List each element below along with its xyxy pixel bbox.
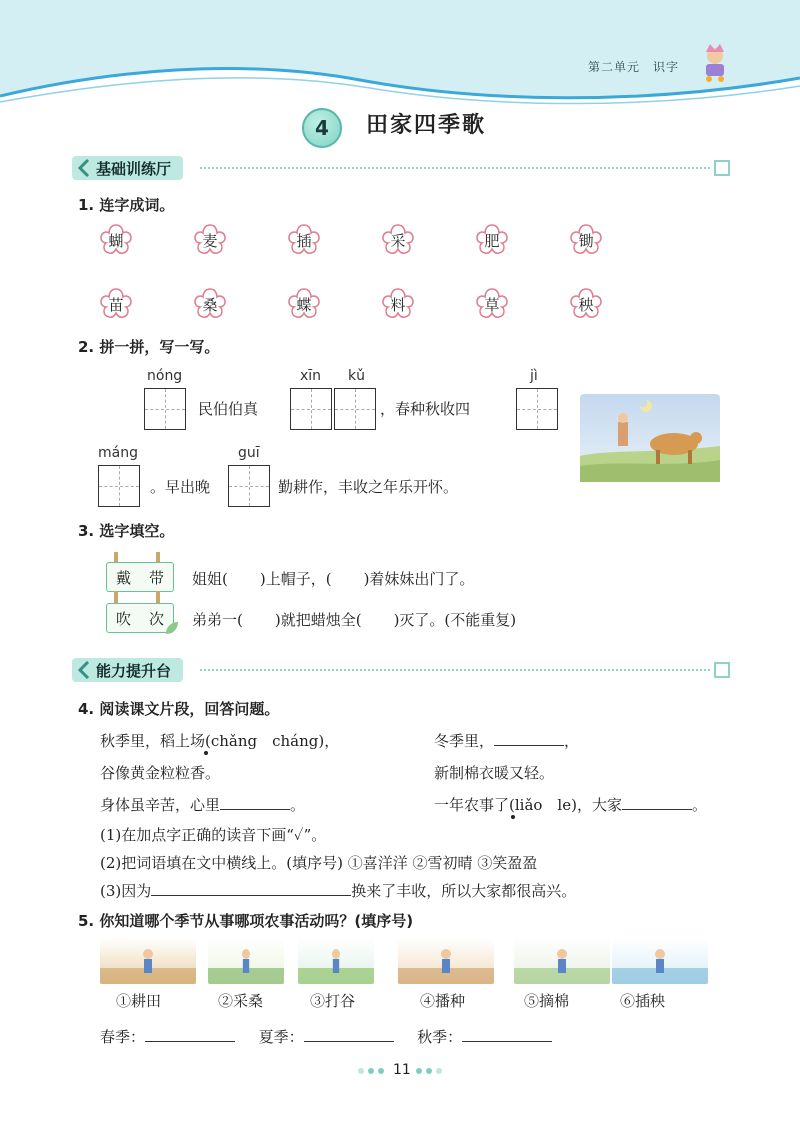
answer-blank[interactable]	[462, 1027, 552, 1042]
sub-question: (1)在加点字正确的读音下画“✓”。	[100, 826, 327, 844]
leaf-icon	[164, 620, 180, 636]
sentence-text: 勤耕作，丰收之年乐开怀。	[278, 478, 459, 496]
season-answers	[100, 1026, 552, 1047]
answer-blank[interactable]	[151, 881, 351, 896]
sentence-part: )着妹妹出门了。	[363, 570, 475, 588]
choice-char: 戴	[115, 568, 131, 587]
lesson-title: 田家四季歌	[366, 112, 487, 138]
footer-dot	[426, 1068, 432, 1074]
choice-char: 吹	[115, 609, 131, 628]
choice-char: 次	[148, 609, 164, 628]
writing-grid[interactable]	[228, 465, 270, 507]
character-flower[interactable]	[380, 286, 416, 322]
activity-label: ⑤摘棉	[524, 992, 570, 1010]
sign-post	[156, 591, 160, 603]
sub-question	[100, 880, 576, 901]
activity-label: ②采桑	[218, 992, 264, 1010]
sub-question: (2)把词语填在文中横线上。(填序号) ①喜洋洋 ②雪初晴 ③笑盈盈	[100, 854, 538, 872]
question-3-label: 3. 选字填空。	[78, 522, 175, 540]
section-box	[714, 662, 730, 678]
activity-picture	[208, 938, 284, 984]
character: 苗	[108, 295, 124, 314]
poem-line: 秋季里，稻上场(chǎng cháng)，	[100, 732, 340, 750]
poem-line	[434, 730, 579, 751]
answer-blank[interactable]	[304, 1027, 394, 1042]
section-header-advanced	[72, 658, 728, 682]
choice-char: 带	[148, 568, 164, 587]
character: 秧	[578, 295, 594, 314]
writing-grid[interactable]	[98, 465, 140, 507]
activity-label: ④播种	[420, 992, 466, 1010]
footer-dot	[378, 1068, 384, 1074]
character-flower[interactable]	[98, 286, 134, 322]
activity-label: ③打谷	[310, 992, 356, 1010]
sentence-text: 民伯伯真	[198, 400, 259, 418]
season-label: 夏季：	[258, 1028, 304, 1046]
character: 料	[390, 295, 406, 314]
question-4-label: 4. 阅读课文片段，回答问题。	[78, 700, 280, 718]
sub-text: 换来了丰收，所以大家都很高兴。	[351, 882, 577, 900]
poem-text: 冬季里，	[434, 732, 495, 750]
sign-post	[114, 591, 118, 603]
header-banner	[0, 0, 800, 110]
fill-sentence-1	[192, 568, 474, 589]
character: 肥	[484, 231, 500, 250]
writing-grid[interactable]	[334, 388, 376, 430]
sub-text: (3)因为	[100, 882, 152, 900]
activity-label: ⑥插秧	[620, 992, 666, 1010]
pinyin: nóng	[147, 368, 183, 384]
section-header-basic	[72, 156, 728, 180]
sentence-part: )灭了。(不能重复)	[393, 611, 517, 629]
activity-picture	[100, 938, 196, 984]
divider	[200, 669, 710, 671]
footer-dot	[368, 1068, 374, 1074]
character-flower[interactable]	[286, 286, 322, 322]
character-flower[interactable]	[474, 286, 510, 322]
sign-post	[114, 552, 118, 562]
emphasis-dot	[204, 751, 208, 755]
sentence-part: 弟弟一(	[192, 611, 243, 629]
pinyin: guī	[238, 445, 260, 461]
sentence-part: )上帽子，(	[259, 570, 332, 588]
writing-grid[interactable]	[290, 388, 332, 430]
pinyin: jì	[530, 368, 538, 384]
character-flower[interactable]	[286, 222, 322, 258]
character-flower[interactable]	[474, 222, 510, 258]
poem-text: ，	[564, 732, 580, 750]
question-5-label: 5. 你知道哪个季节从事哪项农事活动吗？(填序号)	[78, 912, 414, 930]
chevron-icon	[78, 661, 92, 679]
emphasis-dot	[511, 815, 515, 819]
activity-picture	[612, 938, 708, 984]
farmer-ox-illustration	[580, 394, 720, 482]
poem-line: 谷像黄金粒粒香。	[100, 764, 221, 782]
pinyin: xīn	[300, 368, 322, 384]
chevron-icon	[78, 159, 92, 177]
pinyin: máng	[98, 445, 138, 461]
answer-blank[interactable]	[145, 1027, 235, 1042]
poem-line	[100, 794, 305, 815]
poem-text: 。	[691, 796, 707, 814]
sentence-text: ，春种秋收四	[380, 400, 471, 418]
character-flower[interactable]	[98, 222, 134, 258]
poem-line	[434, 794, 707, 815]
activity-picture	[298, 938, 374, 984]
sentence-part: 姐姐(	[192, 570, 228, 588]
character-flower[interactable]	[192, 222, 228, 258]
answer-blank[interactable]	[622, 795, 692, 810]
sentence-text: 。早出晚	[150, 478, 211, 496]
activity-picture	[514, 938, 610, 984]
lesson-number: 4	[302, 108, 342, 148]
footer-dot	[416, 1068, 422, 1074]
season-label: 春季：	[100, 1028, 146, 1046]
fill-sentence-2	[192, 609, 516, 630]
character: 麦	[202, 231, 218, 250]
character: 桑	[202, 295, 218, 314]
poem-text: 。	[290, 796, 306, 814]
unit-label: 第二单元 识字	[588, 60, 680, 74]
character-flower[interactable]	[380, 222, 416, 258]
writing-grid[interactable]	[516, 388, 558, 430]
character: 采	[390, 231, 406, 250]
question-2-label: 2. 拼一拼，写一写。	[78, 338, 220, 356]
poem-text: 一年农事了(liǎo le)，大家	[434, 796, 622, 814]
character: 蝴	[108, 231, 124, 250]
character: 蝶	[296, 295, 312, 314]
character: 草	[484, 295, 500, 314]
pinyin: kǔ	[348, 368, 365, 384]
sentence-part: )就把蜡烛全(	[274, 611, 362, 629]
divider	[200, 167, 710, 169]
season-label: 秋季：	[417, 1028, 463, 1046]
poem-line: 新制棉衣暖又轻。	[434, 764, 555, 782]
page-number: 11	[393, 1062, 411, 1078]
activity-label: ①耕田	[116, 992, 162, 1010]
answer-blank[interactable]	[494, 731, 564, 746]
character-flower[interactable]	[568, 222, 604, 258]
answer-blank[interactable]	[220, 795, 290, 810]
footer-dot	[436, 1068, 442, 1074]
mascot-icon	[698, 44, 732, 82]
character: 插	[296, 231, 312, 250]
question-1-label: 1. 连字成词。	[78, 196, 175, 214]
section-title: 能力提升台	[72, 658, 183, 682]
section-box	[714, 160, 730, 176]
sign-post	[156, 552, 160, 562]
section-title: 基础训练厅	[72, 156, 183, 180]
character-flower[interactable]	[568, 286, 604, 322]
poem-text: 身体虽辛苦，心里	[100, 796, 221, 814]
activity-picture	[398, 938, 494, 984]
character: 锄	[578, 231, 594, 250]
footer-dot	[358, 1068, 364, 1074]
choice-box	[106, 562, 174, 592]
writing-grid[interactable]	[144, 388, 186, 430]
character-flower[interactable]	[192, 286, 228, 322]
